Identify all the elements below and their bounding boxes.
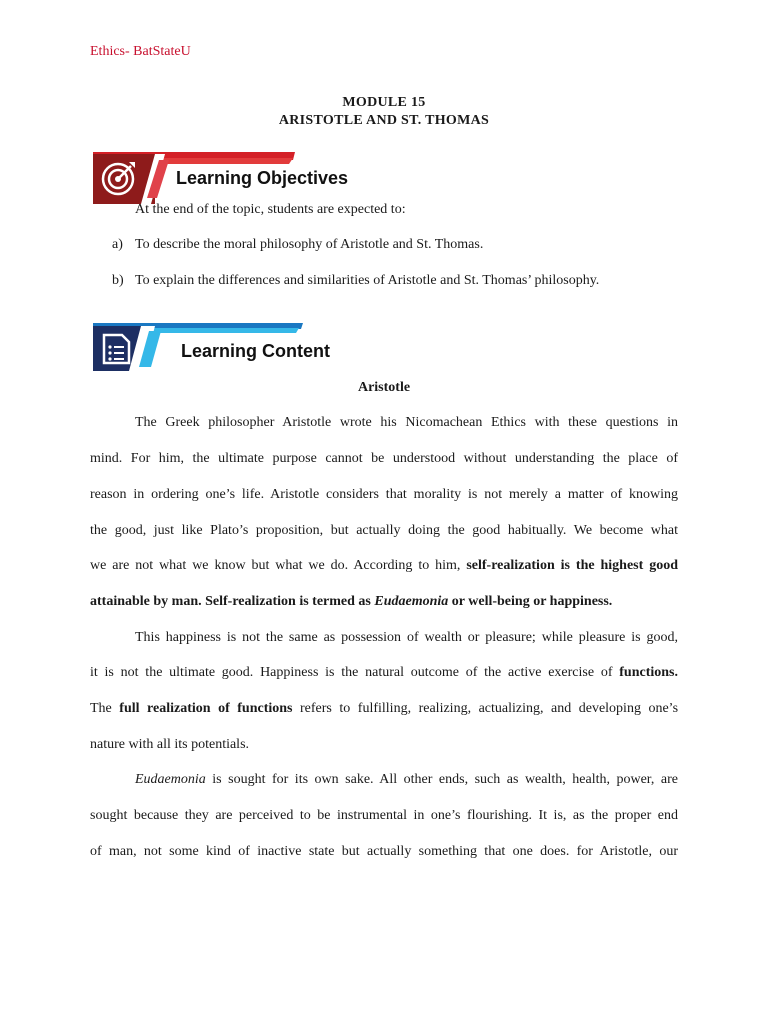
header-tag: Ethics- BatStateU	[90, 44, 191, 59]
objectives-title: Learning Objectives	[176, 168, 349, 188]
text-run: it is not the ultimate good. Happiness is the natural outcome of the active exercise of	[90, 665, 613, 680]
objectives-intro: At the end of the topic, students are expected to:	[135, 202, 406, 217]
objective-item-b: To explain the differences and similarities of Aristotle and St. Thomas’ philosophy.	[135, 273, 600, 288]
text-run: refers to fulfilling, realizing, actualizing, and developing one’s	[300, 701, 679, 716]
paragraph-line	[90, 701, 678, 717]
learning-objectives-banner	[93, 152, 349, 204]
section-heading: Aristotle	[357, 380, 411, 395]
italic-term: Eudaemonia	[135, 772, 206, 787]
bold-phrase: functions.	[619, 665, 678, 680]
learning-content-banner	[93, 323, 330, 371]
paragraph-line: This happiness is not the same as possession of wealth or pleasure; while pleasure is good,	[135, 630, 678, 645]
objective-marker-b: b)	[112, 273, 124, 288]
text-run: we are not what we know but what we do. According to him,	[90, 558, 461, 573]
paragraph-line	[90, 665, 678, 681]
bold-phrase: full realization of functions	[119, 701, 293, 716]
paragraph-line	[135, 772, 678, 788]
paragraph-line: mind. For him, the ultimate purpose cannot be understood without understanding the place of	[90, 451, 678, 466]
text-run: is sought for its own sake. All other ends, such as wealth, health, power, are	[212, 772, 679, 787]
bold-phrase: or well-being or happiness.	[451, 594, 613, 609]
paragraph-line: the good, just like Plato’s proposition, but actually doing the good habitually. We become what	[90, 523, 678, 538]
bold-phrase: self-realization is the highest good	[466, 558, 678, 573]
paragraph-line	[90, 558, 678, 574]
objective-marker-a: a)	[112, 237, 123, 252]
module-number: MODULE 15	[342, 95, 426, 110]
paragraph-line: nature with all its potentials.	[90, 737, 250, 752]
paragraph-line	[90, 594, 678, 610]
paragraph-line: The Greek philosopher Aristotle wrote his Nicomachean Ethics with these questions in	[135, 415, 678, 430]
text-run: The	[90, 701, 112, 716]
paragraph-line: reason in ordering one’s life. Aristotle considers that morality is not merely a matter of knowing	[90, 487, 678, 502]
bold-phrase: attainable by man. Self-realization is termed as	[90, 594, 371, 609]
paragraph-line: sought because they are perceived to be instrumental in one’s flourishing. It is, as the proper end	[90, 808, 678, 823]
module-title: ARISTOTLE AND ST. THOMAS	[278, 113, 490, 128]
objective-item-a: To describe the moral philosophy of Aristotle and St. Thomas.	[135, 237, 484, 252]
paragraph-line: of man, not some kind of inactive state but actually something that one does. for Aristotle, our	[90, 844, 678, 859]
italic-term: Eudaemonia	[374, 594, 449, 609]
content-title: Learning Content	[181, 341, 330, 361]
